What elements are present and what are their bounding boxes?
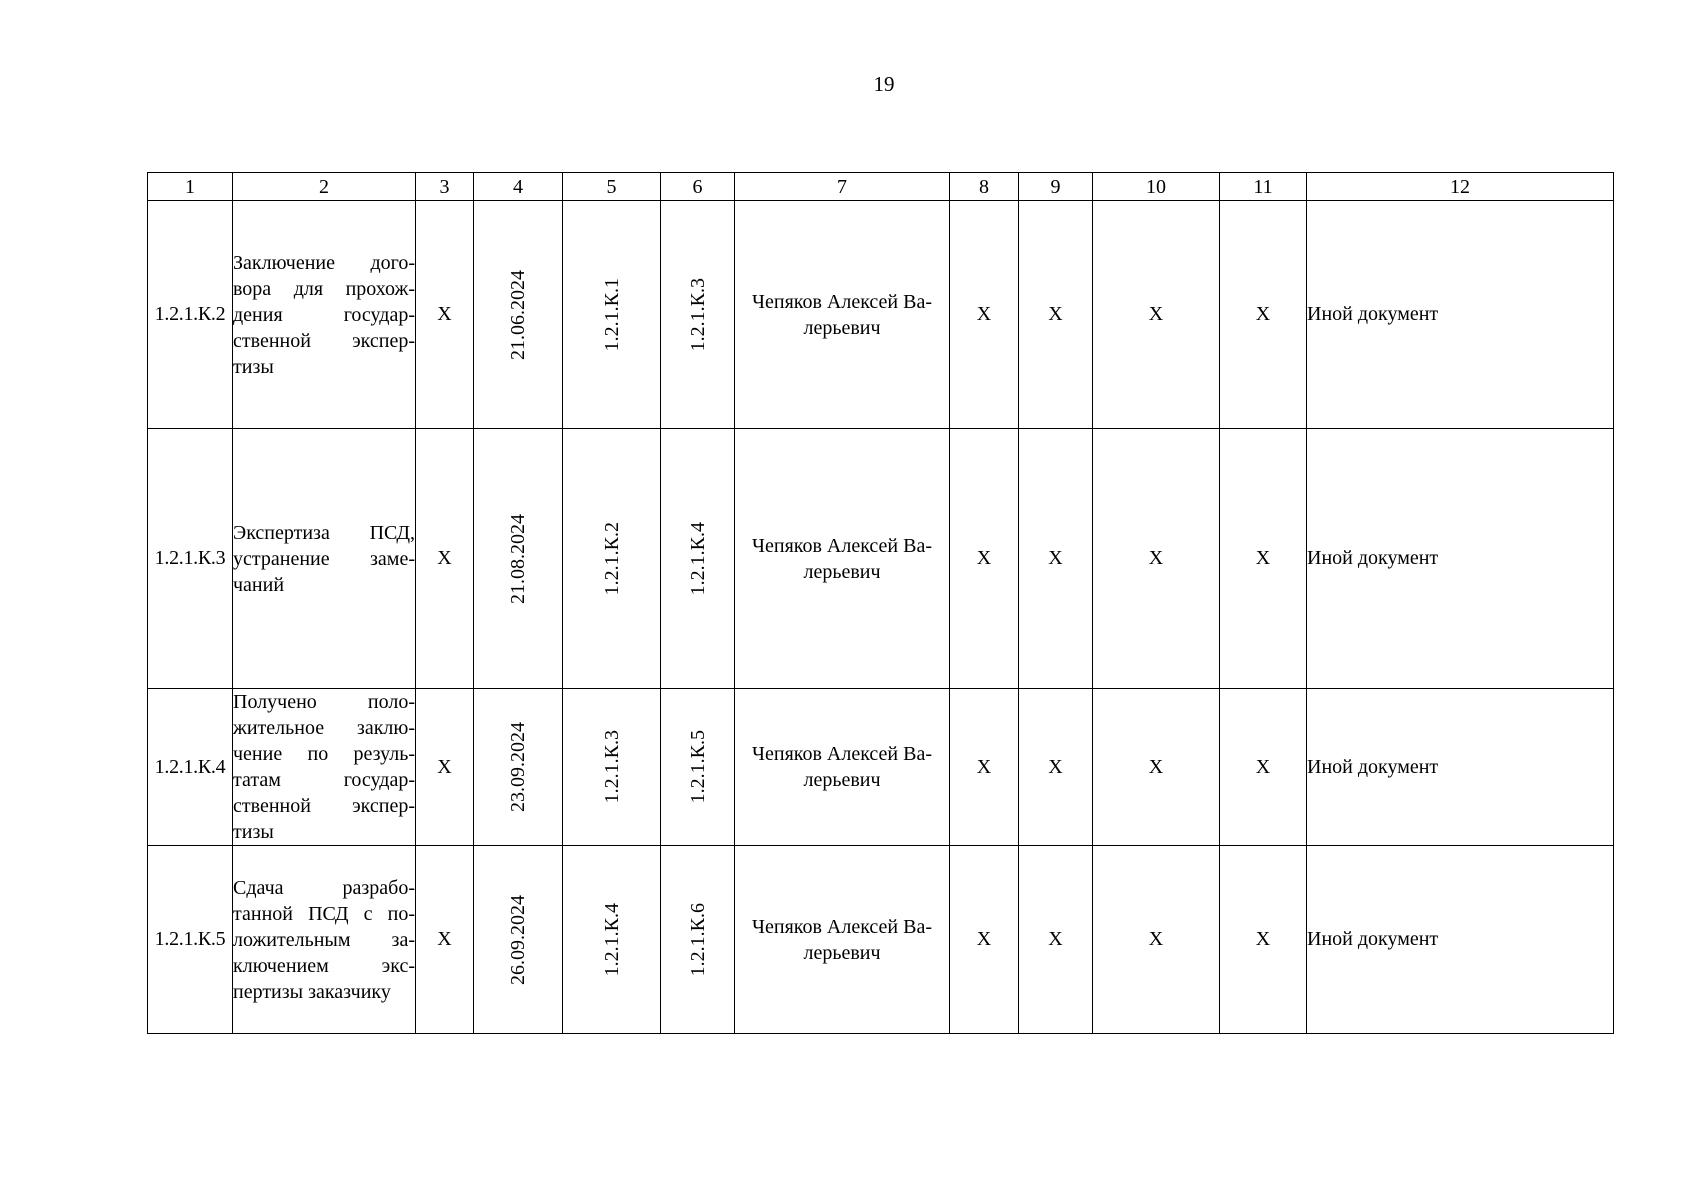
cell-mark: Х <box>1220 201 1307 429</box>
cell-mark: Х <box>416 689 474 846</box>
date-cell <box>474 201 563 429</box>
cell-mark: Х <box>950 846 1019 1034</box>
page-number: 19 <box>873 72 895 96</box>
column-header: 1 <box>148 173 233 201</box>
prev-cell <box>563 846 661 1034</box>
next-cell <box>661 429 735 689</box>
column-header: 6 <box>661 173 735 201</box>
row-prev: 1.2.1.К.4 <box>600 902 623 977</box>
prev-cell <box>563 201 661 429</box>
row-next: 1.2.1.К.5 <box>686 730 709 804</box>
cell-mark: Х <box>1093 429 1220 689</box>
row-prev: 1.2.1.К.3 <box>600 730 623 804</box>
row-responsible: Чепяков Алексей Ва-лерьевич <box>735 689 950 846</box>
cell-mark: Х <box>416 846 474 1034</box>
cell-mark: Х <box>950 689 1019 846</box>
row-name: Сдача разрабо-танной ПСД с по-ложительным за-ключением экс-пертизы заказчику <box>233 846 416 1034</box>
cell-mark: Х <box>1093 689 1220 846</box>
header-row <box>148 173 1614 201</box>
row-responsible: Чепяков Алексей Ва-лерьевич <box>735 846 950 1034</box>
row-responsible: Чепяков Алексей Ва-лерьевич <box>735 429 950 689</box>
cell-mark: Х <box>1019 689 1093 846</box>
cell-mark: Х <box>1019 429 1093 689</box>
table-row <box>148 846 1614 1034</box>
table-row <box>148 201 1614 429</box>
cell-mark: Х <box>1220 846 1307 1034</box>
row-next: 1.2.1.К.4 <box>686 521 709 596</box>
date-cell <box>474 429 563 689</box>
row-document: Иной документ <box>1307 846 1614 1034</box>
row-name: Получено поло-жительное заклю-чение по резуль-татам государ-ственной экспер-тизы <box>233 689 416 846</box>
row-document: Иной документ <box>1307 429 1614 689</box>
row-name: Экспертиза ПСД, устранение заме-чаний <box>233 429 416 689</box>
date-cell <box>474 689 563 846</box>
row-prev: 1.2.1.К.2 <box>600 521 623 596</box>
column-header: 2 <box>233 173 416 201</box>
row-next: 1.2.1.К.6 <box>686 902 709 977</box>
table-row <box>148 689 1614 846</box>
cell-mark: Х <box>1093 201 1220 429</box>
column-header: 4 <box>474 173 563 201</box>
table-row <box>148 429 1614 689</box>
column-header: 5 <box>563 173 661 201</box>
row-date: 23.09.2024 <box>507 722 529 812</box>
cell-mark: Х <box>416 201 474 429</box>
cell-mark: Х <box>1220 429 1307 689</box>
cell-mark: Х <box>1019 201 1093 429</box>
row-code: 1.2.1.К.4 <box>148 689 233 846</box>
schedule-table <box>147 172 1614 1034</box>
row-name: Заключение дого-вора для прохож-дения государ-ственной экспер-тизы <box>233 201 416 429</box>
column-header: 8 <box>950 173 1019 201</box>
column-header: 3 <box>416 173 474 201</box>
row-code: 1.2.1.К.3 <box>148 429 233 689</box>
cell-mark: Х <box>416 429 474 689</box>
prev-cell <box>563 689 661 846</box>
next-cell <box>661 689 735 846</box>
row-code: 1.2.1.К.2 <box>148 201 233 429</box>
cell-mark: Х <box>1019 846 1093 1034</box>
column-header: 12 <box>1307 173 1614 201</box>
column-header: 9 <box>1019 173 1093 201</box>
row-code: 1.2.1.К.5 <box>148 846 233 1034</box>
date-cell <box>474 846 563 1034</box>
row-date: 21.06.2024 <box>507 269 529 360</box>
prev-cell <box>563 429 661 689</box>
row-next: 1.2.1.К.3 <box>686 277 709 352</box>
next-cell <box>661 201 735 429</box>
cell-mark: Х <box>1220 689 1307 846</box>
row-prev: 1.2.1.К.1 <box>600 277 623 352</box>
row-document: Иной документ <box>1307 689 1614 846</box>
next-cell <box>661 846 735 1034</box>
cell-mark: Х <box>950 429 1019 689</box>
row-date: 26.09.2024 <box>507 894 529 985</box>
column-header: 7 <box>735 173 950 201</box>
cell-mark: Х <box>950 201 1019 429</box>
row-responsible: Чепяков Алексей Ва-лерьевич <box>735 201 950 429</box>
column-header: 11 <box>1220 173 1307 201</box>
row-date: 21.08.2024 <box>507 513 529 604</box>
row-document: Иной документ <box>1307 201 1614 429</box>
column-header: 10 <box>1093 173 1220 201</box>
cell-mark: Х <box>1093 846 1220 1034</box>
